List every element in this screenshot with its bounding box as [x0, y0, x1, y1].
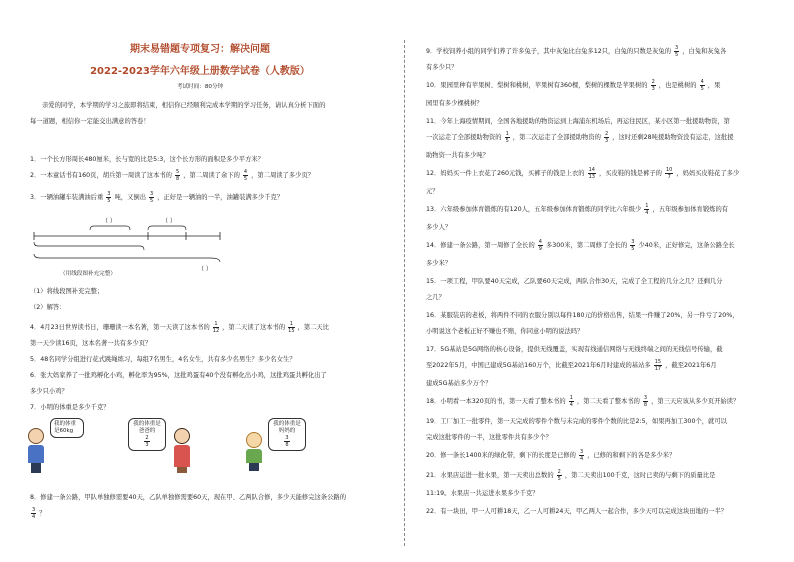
fraction: $\frac{3}{5}$: [631, 238, 635, 252]
question-3: 3．一辆油罐车装满油后重 $\frac{3}{5}$ 吨，又倒出 $\frac{3}{5}$ ，正好是一辆油的一半，油罐装满多少千克？: [30, 190, 284, 204]
question-4-cont: 第一天少读16页，这本名著一共有多少页？: [30, 340, 152, 347]
question-22: 22．有一块田，甲一人可耕18天，乙一人可耕24天，甲乙两人一起合作，多少天可以完成这块田地的一半？: [426, 508, 728, 515]
question-19-cont: 完成这批零件的一半，这批零件共有多少个？: [426, 434, 552, 441]
question-17: 17．5G基站是5G网络的核心设备，提供无线覆盖，实现有线通信网络与无线终端之间的无线信号传输，截: [426, 346, 723, 353]
question-15: 15．一项工程，甲队要40天完成，乙队要60天完成，两队合作30天，完成了全工程的几分之几？还剩几分: [426, 278, 723, 285]
xiaoming-legs: [249, 463, 259, 471]
xiaoming-speech-bubble: 我的体重是 妈妈的 $\frac{3}{8}$: [268, 418, 306, 451]
fraction: $\frac{3}{8}$: [643, 394, 648, 408]
diagram-paren-bottom: （ ）: [198, 266, 212, 273]
question-16-cont: 小明说这个老板正好不赚也不赔，你同意小明的说法吗？: [426, 328, 584, 335]
father-figure: [28, 428, 44, 473]
father-legs: [31, 463, 41, 473]
xiaoming-body: [246, 449, 262, 463]
diagram-paren-top-1: （ ）: [102, 218, 116, 225]
mother-body: [174, 445, 190, 467]
question-12: 12．妈妈买一件上衣花了260元钱，买裤子的钱是上衣的 $\frac{14}{13}$ ，买皮鞋的钱是裤子的 $\frac{10}{7}$ ，妈妈买皮鞋花了多少: [426, 166, 740, 180]
mother-figure: [174, 428, 190, 473]
question-10: 10．果园里种有苹果树、梨树和桃树，苹果树有360棵，梨树的棵数是苹果树的 $\frac{2}{3}$ ，也是桃树的 $\frac{4}{5}$ ，果: [426, 78, 721, 92]
fraction: $\frac{2}{3}$: [145, 435, 149, 448]
fraction: $\frac{4}{5}$: [243, 168, 248, 182]
exam-time: 考试时间：80分钟: [176, 84, 224, 90]
question-13: 13．六年级参加体育锻炼的有120人，五年级参加体育锻炼的同学比六年级少 $\frac{1}{4}$ ，五年级参加体育锻炼的有: [426, 202, 729, 216]
question-21-cont: 11:19。水果店一共运进水果多少千克？: [426, 490, 539, 497]
diagram-label: （用线段图补充完整）: [60, 271, 116, 277]
mother-head: [174, 428, 190, 444]
right-column: [410, 0, 794, 562]
fraction: $\frac{1}{12}$: [212, 320, 220, 334]
question-11: 11．今年上海疫情期间，全国各地援助的物资运到上海浦东机场后，再运往民区，某小区第一批援助物资，第: [426, 118, 730, 125]
fraction: $\frac{3}{4}$: [580, 448, 584, 462]
brace-bottom-2: [34, 254, 220, 262]
question-16: 16．某服装店的老板，将两件不同的衣服分别以每件180元的价格出售，结果一件赚了20%，另一件亏了20%，: [426, 312, 739, 319]
question-21: 21．水果店运进一批水果，第一天卖出总数的 $\frac{2}{5}$ ，第二天卖出100千克，这时已卖的与剩下的质量比是: [426, 468, 716, 482]
father-speech-bubble: 我的体重是60kg: [50, 418, 84, 438]
question-4: 4．4月23日世界读书日，珊珊读一本名著，第一天读了这本书的 $\frac{1}{12}$ ，第二天读了这本书的 $\frac{1}{15}$ ，第二天比: [30, 320, 330, 334]
fraction: $\frac{15}{17}$: [654, 358, 662, 372]
question-10-cont: 园里有多少棵桃树？: [426, 100, 483, 107]
question-6: 6．张大妈家养了一批鸡孵化小鸡，孵化率为95%，这批鸡蛋有40个没有孵化出小鸡，这批鸡蛋共孵化出了: [30, 372, 327, 379]
question-13-cont: 多少人？: [426, 224, 452, 231]
weight-illustration: [28, 418, 328, 478]
brace-bottom-1: [34, 242, 144, 250]
mother-speech-bubble: 我的体重是 爸爸的 $\frac{2}{3}$: [128, 418, 166, 451]
fraction: $\frac{1}{15}$: [288, 320, 295, 334]
fraction: $\frac{3}{5}$: [107, 190, 111, 204]
fraction: $\frac{3}{5}$: [675, 44, 679, 58]
subquestion-1: （1）将线段图补充完整；: [30, 288, 104, 295]
father-head: [28, 428, 44, 444]
intro-line-2: 每一道题，相信你一定能交出满意的答卷！: [30, 118, 150, 125]
segment-diagram: [30, 210, 230, 274]
fraction: $\frac{1}{4}$: [645, 202, 649, 216]
mother-legs: [177, 467, 187, 473]
question-15-cont: 之几？: [426, 294, 445, 301]
fraction: $\frac{5}{8}$: [175, 168, 180, 182]
fraction: $\frac{4}{5}$: [700, 78, 704, 92]
fraction: $\frac{2}{3}$: [604, 130, 609, 144]
question-14-cont: 多少米？: [426, 260, 452, 267]
fraction: $\frac{2}{5}$: [557, 468, 561, 482]
question-17-cont: 至2022年5月，中国已建成5G基站160万个，比截至2021年6月时建成的基站多 $\frac{15}{17}$ ，截至2021年6月: [426, 358, 717, 372]
subquestion-2: （2）解答：: [30, 304, 66, 311]
question-11-cont: 一次运走了全部援助物资的 $\frac{1}{5}$ ，第二次运走了全部援助物资的 $\frac{2}{3}$ ，这时还剩28吨援助物资没有运走，这批援: [426, 130, 734, 144]
question-7: 7．小明的体重是多少千克？: [30, 404, 110, 411]
fraction: $\frac{1}{5}$: [505, 130, 509, 144]
question-9-cont: 有多少只？: [426, 64, 458, 71]
question-2: 2．一本童话书有160页，胡兵第一周读了这本书的 $\frac{5}{8}$ ，第二周读了余下的 $\frac{4}{5}$ ，第二周读了多少页？: [30, 168, 315, 182]
question-8-cont: $\frac{3}{4}$ ？: [32, 506, 46, 520]
question-14: 14．修建一条公路，第一周修了全长的 $\frac{4}{9}$ 多300米，第二周修了全长的 $\frac{3}{5}$ 少40米，正好修完，这条公路全长: [426, 238, 735, 252]
question-8: 8．修建一条公路，甲队单独修需要40天，乙队单独修需要60天，现在甲、乙两队合修，多少天能修完这条公路的: [30, 494, 346, 501]
fraction: $\frac{1}{4}$: [569, 394, 573, 408]
question-11-end: 助物资一共有多少吨？: [426, 152, 489, 159]
question-1: 1．一个长方形周长480厘米，长与宽的比是5:3，这个长方形的面积是多少平方米？: [30, 156, 264, 163]
fraction: $\frac{14}{13}$: [588, 166, 595, 180]
xiaoming-head: [246, 432, 262, 448]
page-title: 期末易错题专项复习：解决问题: [130, 44, 270, 55]
brace-top-1: [90, 226, 130, 230]
question-17-end: 建成5G基站多少万个？: [426, 380, 492, 387]
fraction: $\frac{10}{7}$: [665, 166, 673, 180]
page-subtitle: 2022-2023学年六年级上册数学试卷（人教版）: [90, 66, 310, 77]
xiaoming-figure: [246, 432, 262, 471]
question-18: 18．小明看一本320页的书，第一天看了整本书的 $\frac{1}{4}$ ，第二天看了整本书的 $\frac{3}{8}$ ，第三天应该从多少页开始读？: [426, 394, 740, 408]
question-19: 19．工厂加工一批零件，第一天完成的零件个数与未完成的零件个数的比是2:5，如果再加工300个，就可以: [426, 418, 727, 425]
column-divider: [404, 40, 405, 546]
question-9: 9．学校饲养小组的同学们养了许多兔子，其中灰兔比白兔多12只，白兔的只数是灰兔的 $\frac{3}{5}$ ，白兔和灰兔各: [426, 44, 727, 58]
fraction: $\frac{2}{3}$: [651, 78, 655, 92]
intro-line-1: 亲爱的同学，本学期的学习之旅即将结束，相信你已经顺利完成本学期的学习任务，请认真分析下面的: [42, 102, 326, 109]
fraction: $\frac{3}{4}$: [32, 506, 36, 520]
fraction: $\frac{3}{8}$: [285, 435, 289, 448]
question-20: 20．修一条长1400米的绿化带，剩下的长度是已修的 $\frac{3}{4}$ ，已修的和剩下的各是多少米？: [426, 448, 676, 462]
diagram-paren-top-2: （ ）: [162, 218, 176, 225]
question-12-cont: 元？: [426, 188, 439, 195]
question-6-cont: 多少只小鸡？: [30, 388, 68, 395]
fraction: $\frac{3}{5}$: [150, 190, 154, 204]
fraction: $\frac{4}{9}$: [538, 238, 542, 252]
brace-top-2: [148, 226, 186, 230]
father-body: [28, 445, 44, 463]
question-5: 5．48名同学分组进行花式跳绳练习，每组7名男生，4名女生，共有多少名男生？多少名女生？: [30, 356, 296, 363]
